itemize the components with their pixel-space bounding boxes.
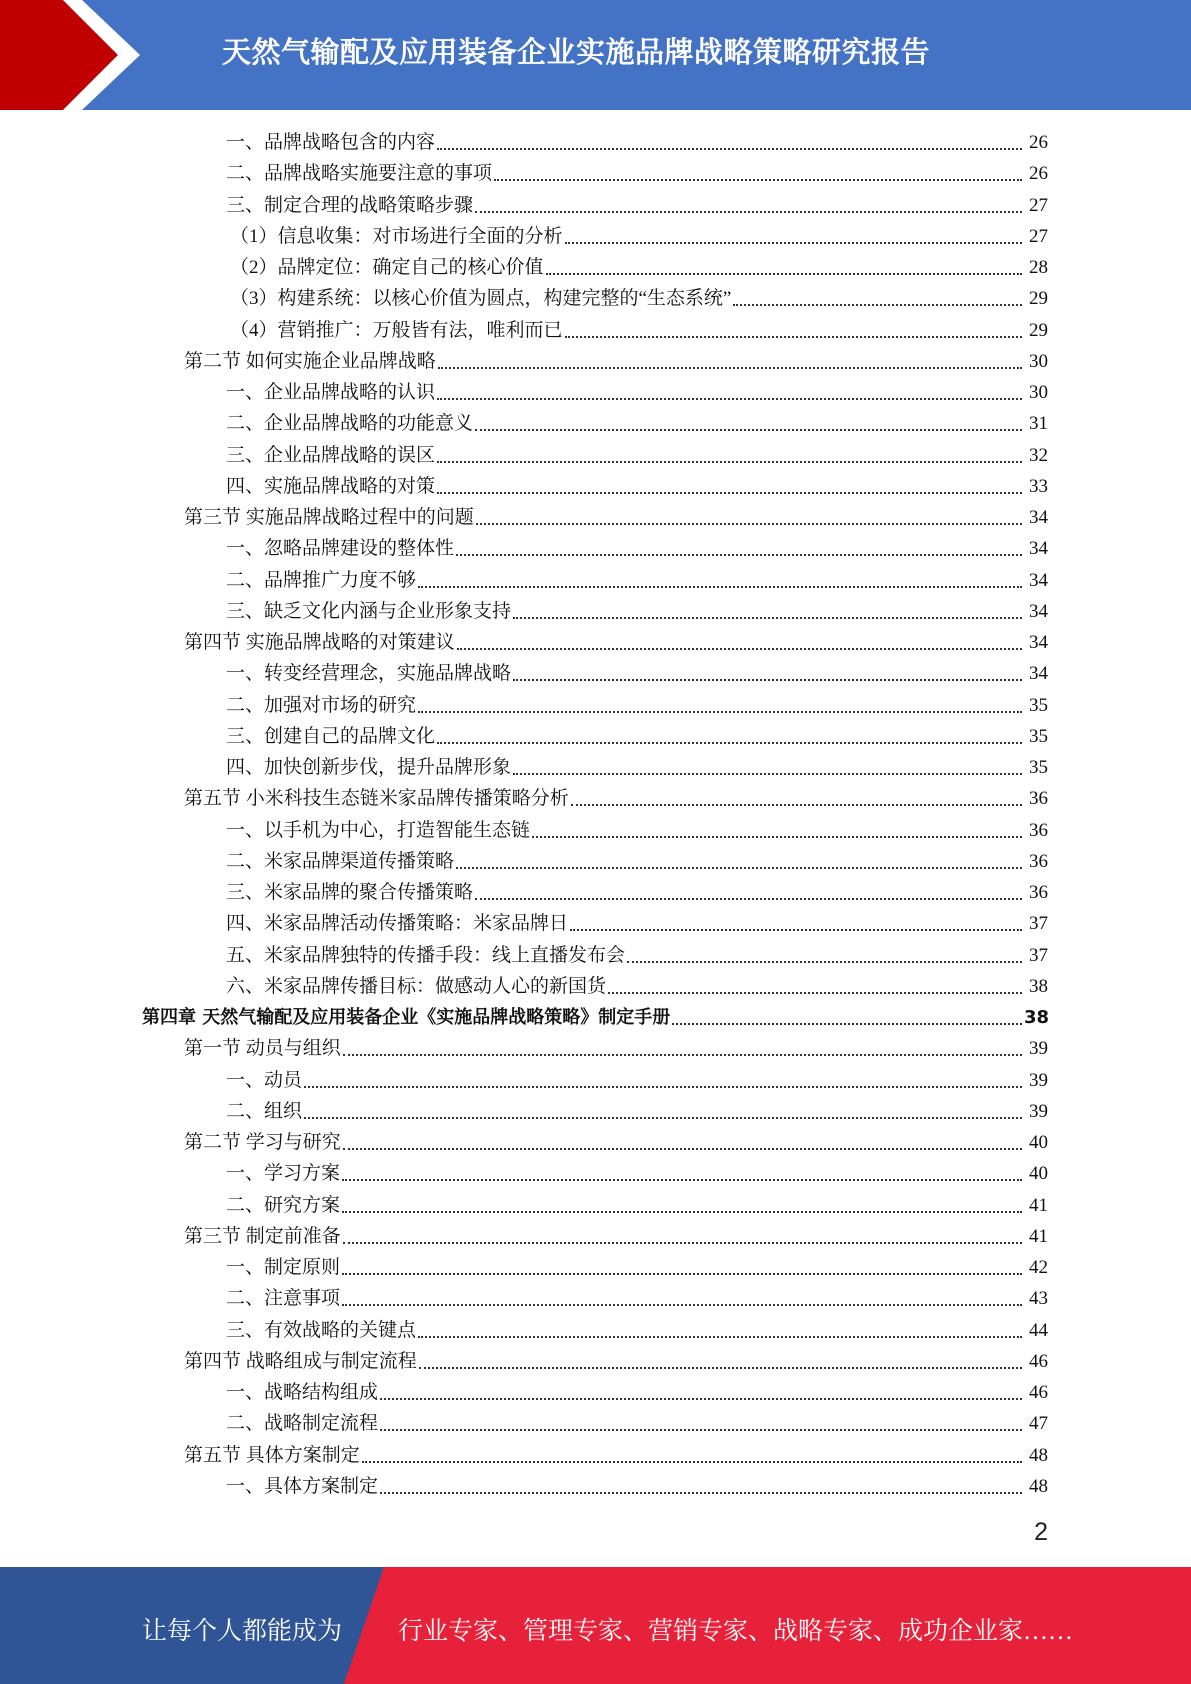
toc-entry-title: 一、转变经营理念，实施品牌战略	[226, 663, 512, 685]
toc-entry-page: 46	[1029, 1382, 1048, 1404]
toc-entry-title: 二、注意事项	[226, 1288, 341, 1310]
toc-entry[interactable]	[0, 1221, 1191, 1252]
toc-dot-leader	[565, 241, 1022, 244]
toc-entry-page: 46	[1029, 1350, 1048, 1372]
toc-entry[interactable]	[0, 971, 1191, 1002]
footer-slogan-right: 行业专家、管理专家、营销专家、战略专家、成功企业家……	[398, 1618, 1074, 1645]
toc-entry-page: 29	[1029, 288, 1048, 310]
toc-entry[interactable]	[0, 252, 1191, 283]
toc-dot-leader	[437, 460, 1022, 463]
toc-entry-title: 二、米家品牌渠道传播策略	[226, 850, 455, 872]
toc-entry-title: 三、企业品牌战略的误区	[226, 444, 436, 466]
toc-entry-title: 五、米家品牌独特的传播手段：线上直播发布会	[226, 944, 626, 966]
toc-entry-page: 35	[1029, 725, 1048, 747]
toc-entry-title: 第四节 实施品牌战略的对策建议	[184, 632, 455, 654]
toc-entry-title: 二、企业品牌战略的功能意义	[226, 413, 474, 435]
toc-entry-page: 30	[1029, 382, 1048, 404]
toc-entry-title: 四、米家品牌活动传播策略：米家品牌日	[226, 913, 569, 935]
toc-entry[interactable]	[0, 752, 1191, 783]
toc-entry-title: 第一节 动员与组织	[184, 1038, 341, 1060]
toc-entry[interactable]	[0, 1471, 1191, 1502]
toc-entry[interactable]	[0, 1283, 1191, 1314]
toc-entry-title: （3）构建系统：以核心价值为圆点，构建完整的“生态系统”	[230, 288, 732, 310]
toc-entry[interactable]	[0, 1158, 1191, 1189]
toc-entry-page: 36	[1029, 850, 1048, 872]
toc-dot-leader	[380, 1428, 1022, 1431]
toc-entry-title: 二、组织	[226, 1100, 303, 1122]
toc-entry[interactable]	[0, 721, 1191, 752]
toc-entry-page: 48	[1029, 1475, 1048, 1497]
toc-entry-page: 38	[1029, 975, 1048, 997]
toc-entry-page: 32	[1029, 444, 1048, 466]
toc-entry-page: 40	[1029, 1163, 1048, 1185]
toc-entry[interactable]	[0, 1440, 1191, 1471]
toc-entry-page: 40	[1029, 1132, 1048, 1154]
toc-entry-title: 二、研究方案	[226, 1194, 341, 1216]
toc-entry-page: 37	[1029, 913, 1048, 935]
toc-entry[interactable]	[0, 408, 1191, 439]
toc-entry[interactable]	[0, 940, 1191, 971]
toc-entry-page: 35	[1029, 694, 1048, 716]
toc-dot-leader	[456, 866, 1022, 869]
page-footer	[0, 1567, 1191, 1684]
toc-entry-title: 六、米家品牌传播目标：做感动人心的新国货	[226, 975, 607, 997]
toc-entry-title: 一、动员	[226, 1069, 303, 1091]
toc-dot-leader	[437, 741, 1022, 744]
toc-dot-leader	[304, 1116, 1022, 1119]
toc-dot-leader	[342, 1210, 1022, 1213]
toc-dot-leader	[456, 553, 1022, 556]
toc-dot-leader	[672, 1022, 1022, 1025]
toc-dot-leader	[475, 897, 1022, 900]
toc-entry-title: 四、加快创新步伐，提升品牌形象	[226, 757, 512, 779]
toc-entry-title: 一、战略结构组成	[226, 1382, 379, 1404]
toc-entry[interactable]	[0, 1408, 1191, 1439]
toc-entry-title: 一、具体方案制定	[226, 1475, 379, 1497]
toc-dot-leader	[532, 835, 1022, 838]
toc-entry[interactable]	[0, 658, 1191, 689]
toc-entry[interactable]	[0, 346, 1191, 377]
toc-entry[interactable]	[0, 377, 1191, 408]
toc-dot-leader	[437, 147, 1022, 150]
toc-entry-page: 29	[1029, 319, 1048, 341]
toc-dot-leader	[476, 522, 1022, 525]
toc-dot-leader	[342, 1303, 1022, 1306]
toc-entry-page: 34	[1029, 663, 1048, 685]
toc-entry[interactable]	[0, 440, 1191, 471]
toc-entry-page: 38	[1024, 1007, 1050, 1029]
toc-entry[interactable]	[0, 127, 1191, 158]
toc-entry-page: 39	[1029, 1038, 1048, 1060]
toc-dot-leader	[380, 1491, 1022, 1494]
toc-entry-page: 42	[1029, 1257, 1048, 1279]
toc-dot-leader	[475, 210, 1022, 213]
toc-entry-title: 第四章 天然气输配及应用装备企业《实施品牌战略策略》制定手册	[142, 1007, 671, 1029]
toc-dot-leader	[513, 772, 1022, 775]
toc-dot-leader	[437, 397, 1022, 400]
toc-entry-title: 一、学习方案	[226, 1163, 341, 1185]
toc-dot-leader	[343, 1241, 1022, 1244]
toc-entry[interactable]	[0, 815, 1191, 846]
toc-entry-title: 三、制定合理的战略策略步骤	[226, 194, 474, 216]
report-title: 天然气输配及应用装备企业实施品牌战略策略研究报告	[222, 35, 931, 69]
toc-entry-title: 一、忽略品牌建设的整体性	[226, 538, 455, 560]
toc-entry[interactable]	[0, 1190, 1191, 1221]
header-chevron-graphic	[0, 0, 160, 110]
toc-dot-leader	[570, 928, 1022, 931]
toc-entry-title: 第四节 战略组成与制定流程	[184, 1350, 417, 1372]
toc-entry[interactable]	[0, 283, 1191, 314]
toc-entry-page: 34	[1029, 538, 1048, 560]
footer-slogan-left: 让每个人都能成为	[142, 1618, 343, 1645]
toc-entry-page: 48	[1029, 1444, 1048, 1466]
toc-entry[interactable]	[0, 190, 1191, 221]
toc-entry-title: 二、品牌战略实施要注意的事项	[226, 163, 493, 185]
toc-entry-title: 第三节 实施品牌战略过程中的问题	[184, 507, 474, 529]
toc-entry[interactable]	[0, 877, 1191, 908]
toc-entry-page: 34	[1029, 600, 1048, 622]
toc-entry-page: 35	[1029, 757, 1048, 779]
toc-dot-leader	[419, 1366, 1022, 1369]
toc-entry-page: 36	[1029, 882, 1048, 904]
toc-entry[interactable]	[0, 565, 1191, 596]
toc-entry-title: 三、缺乏文化内涵与企业形象支持	[226, 600, 512, 622]
toc-dot-leader	[362, 1460, 1022, 1463]
toc-dot-leader	[418, 1335, 1022, 1338]
toc-entry-title: 三、创建自己的品牌文化	[226, 725, 436, 747]
toc-entry-page: 27	[1029, 194, 1048, 216]
toc-dot-leader	[380, 1397, 1022, 1400]
toc-dot-leader	[608, 991, 1022, 994]
toc-entry-page: 34	[1029, 569, 1048, 591]
toc-dot-leader	[565, 335, 1022, 338]
toc-entry-page: 44	[1029, 1319, 1048, 1341]
toc-entry[interactable]	[0, 1315, 1191, 1346]
toc-entry[interactable]	[0, 1377, 1191, 1408]
toc-entry-title: 二、品牌推广力度不够	[226, 569, 417, 591]
toc-dot-leader	[513, 616, 1022, 619]
toc-entry[interactable]	[0, 315, 1191, 346]
page-header	[0, 0, 1191, 110]
toc-dot-leader	[457, 647, 1022, 650]
toc-entry[interactable]	[0, 1096, 1191, 1127]
toc-entry-page: 39	[1029, 1100, 1048, 1122]
toc-entry-page: 36	[1029, 819, 1048, 841]
toc-entry-page: 41	[1029, 1225, 1048, 1247]
toc-entry-page: 43	[1029, 1288, 1048, 1310]
toc-entry-page: 31	[1029, 413, 1048, 435]
toc-entry-title: （2）品牌定位：确定自己的核心价值	[230, 257, 544, 279]
toc-entry[interactable]	[0, 596, 1191, 627]
toc-entry[interactable]	[0, 158, 1191, 189]
toc-dot-leader	[494, 178, 1022, 181]
toc-dot-leader	[438, 366, 1022, 369]
page-number: 2	[1034, 1518, 1048, 1546]
toc-dot-leader	[343, 1147, 1022, 1150]
toc-entry[interactable]	[0, 846, 1191, 877]
toc-entry-page: 26	[1029, 132, 1048, 154]
toc-dot-leader	[475, 428, 1022, 431]
toc-entry[interactable]	[0, 783, 1191, 814]
toc-dot-leader	[571, 803, 1022, 806]
toc-dot-leader	[437, 491, 1022, 494]
toc-entry[interactable]	[0, 690, 1191, 721]
toc-entry[interactable]	[0, 1002, 1191, 1033]
toc-dot-leader	[304, 1085, 1022, 1088]
toc-entry-title: 三、米家品牌的聚合传播策略	[226, 882, 474, 904]
toc-entry[interactable]	[0, 502, 1191, 533]
toc-entry[interactable]	[0, 1346, 1191, 1377]
toc-entry-title: 一、品牌战略包含的内容	[226, 132, 436, 154]
toc-entry[interactable]	[0, 471, 1191, 502]
toc-entry-page: 27	[1029, 225, 1048, 247]
toc-entry-title: 第五节 小米科技生态链米家品牌传播策略分析	[184, 788, 569, 810]
toc-entry-title: （1）信息收集：对市场进行全面的分析	[230, 225, 563, 247]
toc-entry-page: 34	[1029, 632, 1048, 654]
toc-entry-title: 二、加强对市场的研究	[226, 694, 417, 716]
toc-entry-title: 第二节 如何实施企业品牌战略	[184, 350, 436, 372]
toc-dot-leader	[343, 1053, 1022, 1056]
toc-entry-title: 四、实施品牌战略的对策	[226, 475, 436, 497]
toc-entry-title: 一、企业品牌战略的认识	[226, 382, 436, 404]
toc-entry-title: 第三节 制定前准备	[184, 1225, 341, 1247]
toc-entry[interactable]	[0, 1127, 1191, 1158]
table-of-contents	[0, 127, 1191, 1502]
toc-dot-leader	[418, 710, 1022, 713]
toc-entry-page: 33	[1029, 475, 1048, 497]
toc-entry-page: 28	[1029, 257, 1048, 279]
toc-dot-leader	[342, 1272, 1022, 1275]
toc-entry-title: （4）营销推广：万般皆有法，唯利而已	[230, 319, 563, 341]
toc-entry-page: 47	[1029, 1413, 1048, 1435]
toc-entry[interactable]	[0, 908, 1191, 939]
toc-dot-leader	[733, 303, 1022, 306]
toc-dot-leader	[513, 678, 1022, 681]
toc-entry-title: 三、有效战略的关键点	[226, 1319, 417, 1341]
toc-entry-page: 26	[1029, 163, 1048, 185]
toc-entry-page: 30	[1029, 350, 1048, 372]
toc-entry-title: 一、以手机为中心，打造智能生态链	[226, 819, 531, 841]
toc-dot-leader	[546, 272, 1022, 275]
toc-dot-leader	[627, 960, 1022, 963]
toc-dot-leader	[418, 585, 1022, 588]
toc-entry-title: 第二节 学习与研究	[184, 1132, 341, 1154]
toc-entry[interactable]	[0, 627, 1191, 658]
toc-entry-page: 34	[1029, 507, 1048, 529]
toc-dot-leader	[342, 1178, 1022, 1181]
toc-entry-title: 一、制定原则	[226, 1257, 341, 1279]
toc-entry[interactable]	[0, 533, 1191, 564]
toc-entry[interactable]	[0, 1065, 1191, 1096]
toc-entry-page: 37	[1029, 944, 1048, 966]
toc-entry[interactable]	[0, 1252, 1191, 1283]
toc-entry-page: 39	[1029, 1069, 1048, 1091]
toc-entry-page: 36	[1029, 788, 1048, 810]
toc-entry-title: 二、战略制定流程	[226, 1413, 379, 1435]
toc-entry[interactable]	[0, 1033, 1191, 1064]
toc-entry-title: 第五节 具体方案制定	[184, 1444, 360, 1466]
toc-entry[interactable]	[0, 221, 1191, 252]
toc-entry-page: 41	[1029, 1194, 1048, 1216]
